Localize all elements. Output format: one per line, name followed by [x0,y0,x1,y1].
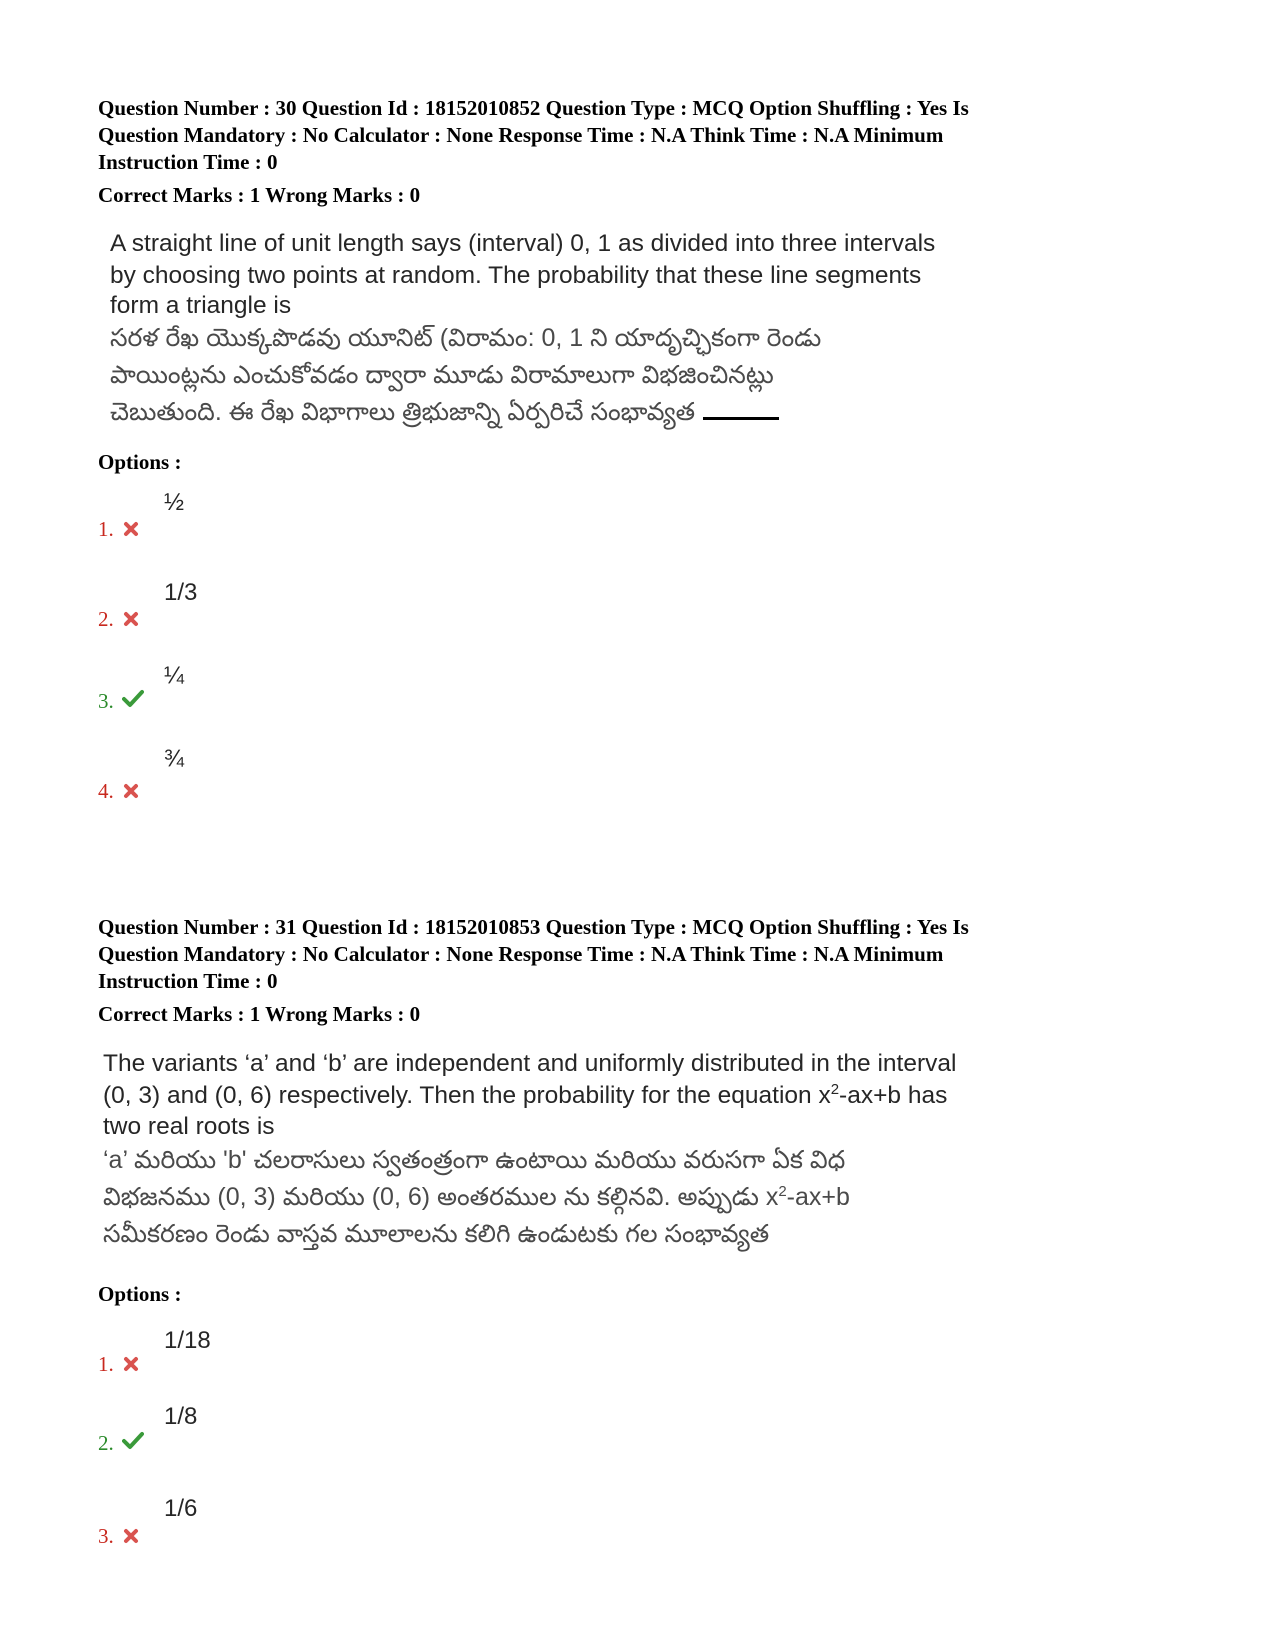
option-text: ¾ [164,745,185,772]
question-text-line: by choosing two points at random. The probability that these line segments [110,262,922,289]
question-text-telugu-segment: -ax+b [786,1183,850,1211]
cross-icon [122,610,140,628]
option-number: 2. [98,1431,114,1455]
question-text-line: The variants ‘a’ and ‘b’ are independent and uniformly distributed in the interval [103,1050,957,1077]
question-meta-line: Question Number : 31 Question Id : 18152010853 Question Type : MCQ Option Shuffling : Yes Is [98,915,969,939]
cross-icon [122,1527,140,1545]
question-text [110,228,1070,431]
option-4[interactable] [98,745,498,803]
option-text: ¼ [164,662,185,689]
option-3[interactable] [98,1495,498,1548]
question-meta-line: Instruction Time : 0 [98,150,278,174]
question-text-telugu-line: పాయింట్లను ఎంచుకోవడం ద్వారా మూడు విరామాలుగా విభజించినట్లు [110,361,774,389]
question-text-line: form a triangle is [110,292,292,319]
question-text-telugu-line: సమీకరణం రెండు వాస్తవ మూలాలను కలిగి ఉండుటకు గల సంభావ్యత [103,1220,770,1248]
question-text-line: A straight line of unit length says (interval) 0, 1 as divided into three intervals [110,230,936,257]
option-1[interactable] [98,1327,498,1376]
options-label: Options : [98,1282,182,1306]
question-text-telugu-segment: చెబుతుంది. ఈ రేఖ విభాగాలు త్రిభుజాన్ని ఏర్పరిచే సంభావ్యత [110,398,696,426]
marks-line: Correct Marks : 1 Wrong Marks : 0 [98,1002,421,1026]
question-30 [98,95,1098,803]
option-text: 1/8 [164,1403,198,1430]
option-number: 2. [98,607,114,631]
question-text [103,1048,1063,1253]
option-number: 3. [98,689,114,713]
options-label: Options : [98,450,182,474]
option-2[interactable] [98,1403,498,1455]
question-meta-line: Question Mandatory : No Calculator : None Response Time : N.A Think Time : N.A Minimum [98,942,944,966]
option-3[interactable] [98,662,498,713]
option-number: 1. [98,1352,114,1376]
question-meta-line: Question Number : 30 Question Id : 18152010852 Question Type : MCQ Option Shuffling : Yes Is [98,96,969,120]
cross-icon [122,520,140,538]
option-2[interactable] [98,579,498,631]
question-text-telugu-segment: విభజనము (0, 3) మరియు (0, 6) అంతరముల ను కల్గినవి. అప్పుడు x [103,1183,779,1211]
option-text: 1/18 [164,1327,211,1354]
question-text-telugu-line: ‘a’ మరియు 'b' చలరాసులు స్వతంత్రంగా ఉంటాయి మరియు వరుసగా ఏక విధ [103,1146,846,1174]
option-text: 1/6 [164,1495,198,1522]
question-31 [98,914,1098,1548]
option-number: 3. [98,1524,114,1548]
question-text-line: two real roots is [103,1113,275,1140]
option-number: 4. [98,779,114,803]
question-text-line [103,1080,1063,1112]
superscript: 2 [830,1081,840,1098]
superscript: 2 [778,1183,787,1200]
option-1[interactable] [98,489,498,541]
question-meta-line: Instruction Time : 0 [98,969,278,993]
check-icon [122,1430,144,1450]
answer-blank [703,417,779,420]
option-text: ½ [164,489,185,516]
question-meta-line: Question Mandatory : No Calculator : None Response Time : N.A Think Time : N.A Minimum [98,123,944,147]
question-text-telugu-line [103,1179,1063,1216]
check-icon [122,688,144,708]
question-text-telugu-line [110,394,1070,431]
question-text-segment: (0, 3) and (0, 6) respectively. Then the probability for the equation x [103,1082,831,1109]
question-text-segment: -ax+b has [839,1082,948,1109]
option-number: 1. [98,517,114,541]
cross-icon [122,782,140,800]
marks-line: Correct Marks : 1 Wrong Marks : 0 [98,183,421,207]
option-text: 1/3 [164,579,198,606]
question-text-telugu-line: సరళ రేఖ యొక్కపొడవు యూనిట్ (విరామం: 0, 1 ని యాదృచ్ఛికంగా రెండు [110,324,822,352]
cross-icon [122,1355,140,1373]
